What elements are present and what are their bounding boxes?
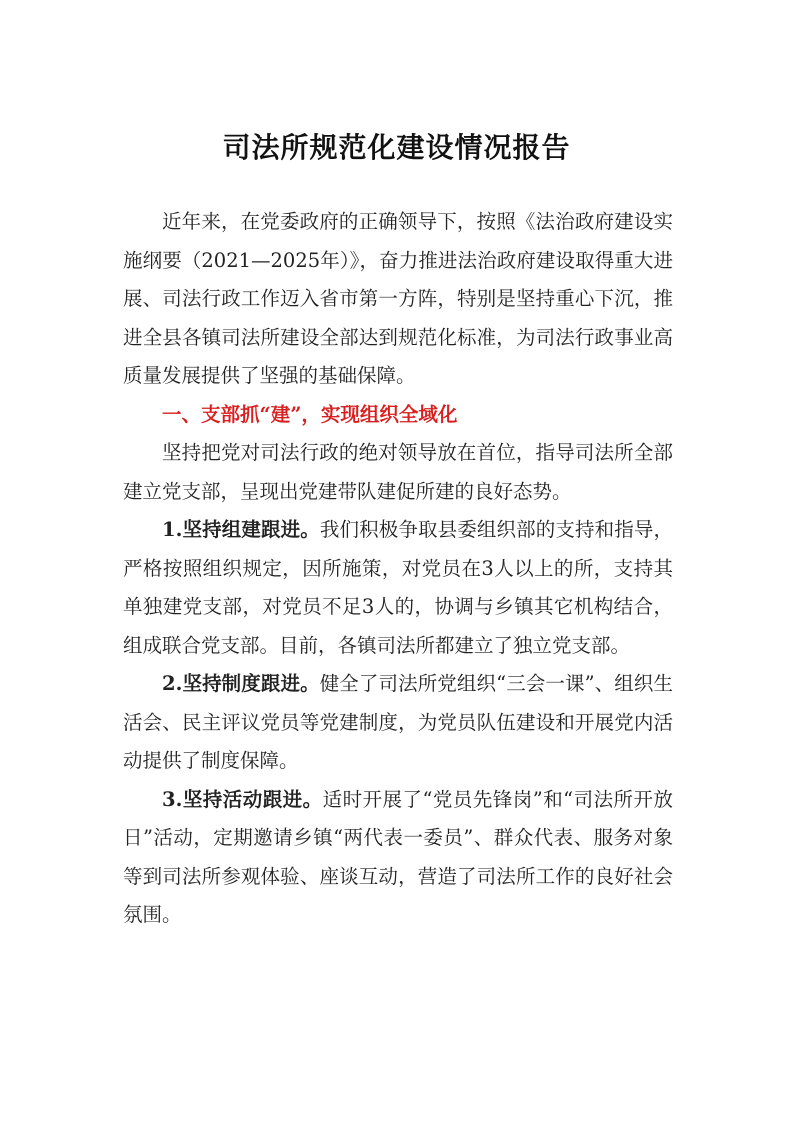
section-heading: 一、支部抓“建”，实现组织全域化: [162, 402, 458, 426]
list-item: [123, 665, 673, 781]
item-lead: 2.坚持制度跟进。: [162, 672, 320, 695]
section-intro-paragraph: 坚持把党对司法行政的绝对领导放在首位，指导司法所全部建立党支部，呈现出党建带队建促所建的良好态势。: [123, 441, 673, 503]
list-item: [123, 511, 673, 665]
document-body: [123, 203, 673, 935]
item-lead: 1.坚持组建跟进。: [162, 518, 320, 541]
list-item: [123, 781, 673, 935]
item-text: 健全了司法所党组织“三会一课”、组织生活会、民主评议党员等党建制度，为党员队伍建设和开展党内活动提供了制度保障。: [123, 672, 673, 772]
item-text: 适时开展了“党员先锋岗”和“司法所开放日”活动，定期邀请乡镇“两代表一委员”、群众代表、服务对象等到司法所参观体验、座谈互动，营造了司法所工作的良好社会氛围。: [123, 787, 673, 926]
item-text: 我们积极争取县委组织部的支持和指导，严格按照组织规定，因所施策，对党员在3人以上的所，支持其单独建党支部，对党员不足3人的，协调与乡镇其它机构结合，组成联合党支部。目前，各镇司法所都建立了独立党支部。: [123, 518, 673, 657]
item-lead: 3.坚持活动跟进。: [162, 787, 323, 811]
document-title: 司法所规范化建设情况报告: [222, 131, 571, 164]
intro-paragraph: 近年来，在党委政府的正确领导下，按照《法治政府建设实施纲要（2021—2025年）》，奋力推进法治政府建设取得重大进展、司法行政工作迈入省市第一方阵，特别是坚持重心下沉，推进全县各镇司法所建设全部达到规范化标准，为司法行政事业高质量发展提供了坚强的基础保障。: [123, 210, 673, 387]
